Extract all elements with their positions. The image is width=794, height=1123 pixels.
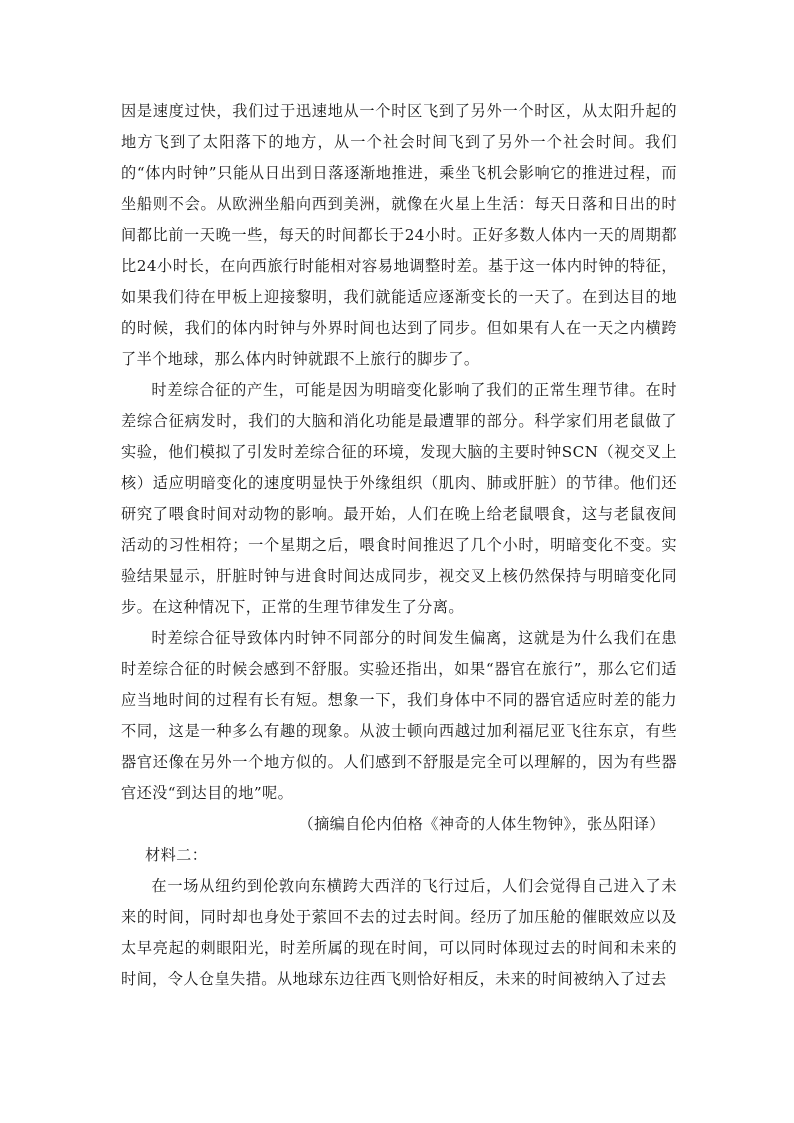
source-citation: （摘编自伦内伯格《神奇的人体生物钟》，张丛阳译）: [298, 815, 665, 833]
paragraph-continuation: 因是速度过快，我们过于迅速地从一个时区飞到了另外一个时区，从太阳升起的地方飞到了太阳落下的地方，从一个社会时间飞到了另外一个社会时间。我们的“体内时钟”只能从日出到日落逐渐地推进，乘坐飞机会影响它的推进过程，而坐船则不会。从欧洲坐船向西到美洲，就像在火星上生活：每天日落和日出的时间都比前一天晚一些，每天的时间都长于24小时。正好多数人体内一天的周期都比24小时长，在向西旅行时能相对容易地调整时差。基于这一体内时钟的特征，如果我们待在甲板上迎接黎明，我们就能适应逐渐变长的一天了。在到达目的地的时候，我们的体内时钟与外界时间也达到了同步。但如果有人在一天之内横跨了半个地球，那么体内时钟就跟不上旅行的脚步了。: [121, 102, 677, 368]
document-body: [121, 96, 677, 995]
paragraph-material-two: 在一场从纽约到伦敦向东横跨大西洋的飞行过后，人们会觉得自己进入了未来的时间，同时却也身处于萦回不去的过去时间。经历了加压舱的催眠效应以及太早亮起的刺眼阳光，时差所属的现在时间，可以同时体现过去的时间和未来的时间，令人仓皇失措。从地球东边往西飞则恰好相反，未来的时间被纳入了过去: [121, 877, 677, 988]
paragraph-organ-travel: 时差综合征导致体内时钟不同部分的时间发生偏离，这就是为什么我们在患时差综合征的时候会感到不舒服。实验还指出，如果“器官在旅行”，那么它们适应当地时间的过程有长有短。想象一下，我们身体中不同的器官适应时差的能力不同，这是一种多么有趣的现象。从波士顿向西越过加利福尼亚飞往东京，有些器官还像在另外一个地方似的。人们感到不舒服是完全可以理解的，因为有些器官还没“到达目的地”呢。: [121, 629, 677, 802]
paragraph-jet-lag-cause: 时差综合征的产生，可能是因为明暗变化影响了我们的正常生理节律。在时差综合征病发时，我们的大脑和消化功能是最遭罪的部分。科学家们用老鼠做了实验，他们模拟了引发时差综合征的环境，发现大脑的主要时钟SCN（视交叉上核）适应明暗变化的速度明显快于外缘组织（肌肉、肺或肝脏）的节律。他们还研究了喂食时间对动物的影响。最开始，人们在晚上给老鼠喂食，这与老鼠夜间活动的习性相符；一个星期之后，喂食时间推迟了几个小时，明暗变化不变。实验结果显示，肝脏时钟与进食时间达成同步，视交叉上核仍然保持与明暗变化同步。在这种情况下，正常的生理节律发生了分离。: [121, 381, 677, 616]
material-two-heading: 材料二：: [145, 846, 208, 864]
